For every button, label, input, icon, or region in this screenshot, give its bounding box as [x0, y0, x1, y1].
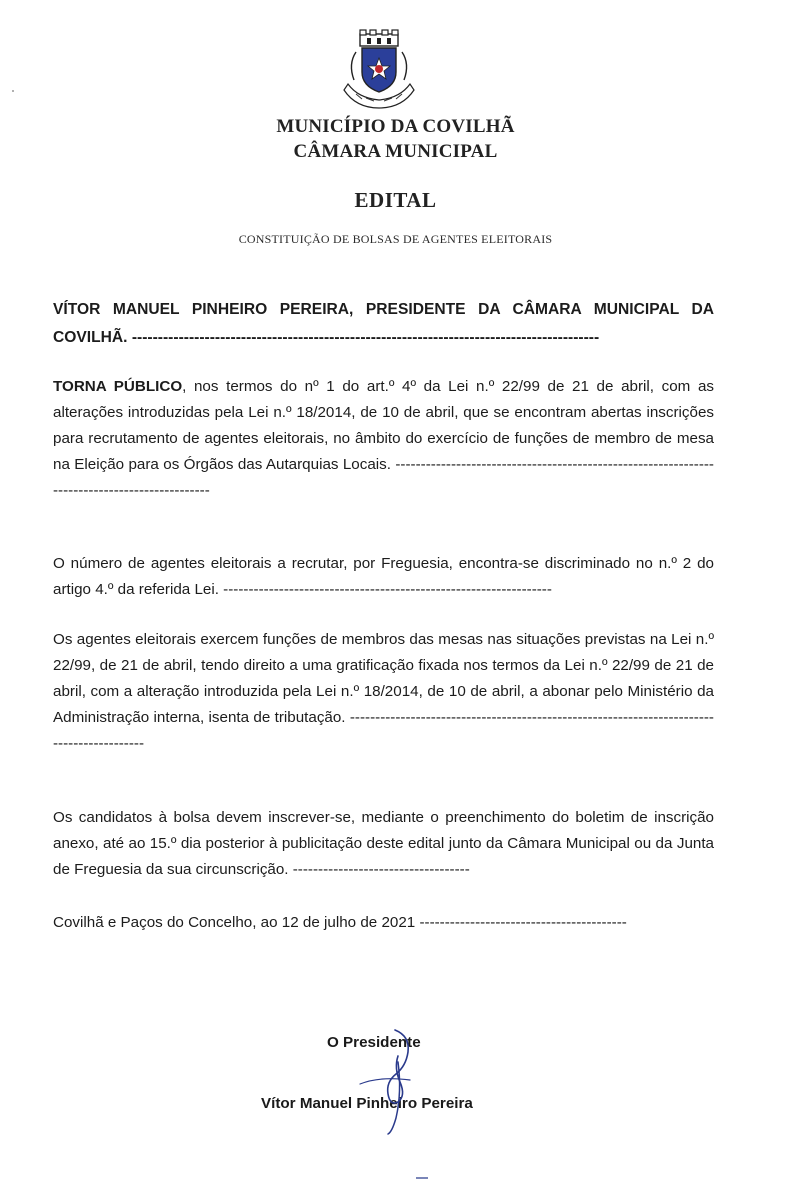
signatory-title: O Presidente	[327, 1034, 421, 1051]
functions-paragraph: Os agentes eleitorais exercem funções de membros das mesas nas situações previstas na Lei n.º 22/99, de 21 de abril, tendo direito a uma gratificação fixada nos termos da Lei n.º 22/99 de 21 de abril, com a alteração introduzida pela Lei n.º 18/2014, de 10 de abril, a abonar pelo Ministério da Administração interna, isenta de tributação. ------------------------------------------------------------------------------------------	[53, 631, 714, 752]
registration-paragraph: Os candidatos à bolsa devem inscrever-se, mediante o preenchimento do boletim de inscrição anexo, até ao 15.º dia posterior à publicitação deste edital junto da Câmara Municipal ou da Junta de Freguesia da sua circunscrição. -----------------------------------	[53, 809, 714, 878]
place-date-line: Covilhã e Paços do Concelho, ao 12 de julho de 2021 -----------------------------------------	[53, 914, 627, 931]
issuer-paragraph: VÍTOR MANUEL PINHEIRO PEREIRA, PRESIDENTE DA CÂMARA MUNICIPAL DA COVILHÃ. ------------------------------------------------------------------------------------------	[53, 301, 714, 346]
council-name: CÂMARA MUNICIPAL	[293, 141, 498, 162]
notice-text: , nos termos do nº 1 do art.º 4º da Lei n.º 22/99 de 21 de abril, com as alterações introduzidas pela Lei n.º 18/2014, de 10 de abril, que se encontram abertas inscrições para recrutamento de agentes eleitorais, no âmbito do exercício de funções de membro de mesa na Eleição para os Órgãos das Autarquias Locais. ----------------------------------------------------------------------------------------------	[53, 378, 714, 499]
public-notice-paragraph	[53, 374, 714, 504]
scan-speck	[12, 90, 14, 92]
document-subject: CONSTITUIÇÃO DE BOLSAS DE AGENTES ELEITORAIS	[238, 232, 553, 246]
municipality-name: MUNICÍPIO DA COVILHÃ	[276, 116, 515, 137]
municipal-coat-of-arms-icon	[338, 28, 420, 110]
agents-number-paragraph: O número de agentes eleitorais a recrutar, por Freguesia, encontra-se discriminado no n.º 2 do artigo 4.º da referida Lei. -----------------------------------------------------------------	[53, 555, 714, 598]
signatory-name: Vítor Manuel Pinheiro Pereira	[261, 1095, 473, 1112]
notice-lead: TORNA PÚBLICO	[53, 378, 183, 395]
handwritten-signature-icon	[340, 1022, 450, 1137]
scan-mark	[416, 1177, 428, 1179]
document-type-title: EDITAL	[354, 188, 437, 212]
